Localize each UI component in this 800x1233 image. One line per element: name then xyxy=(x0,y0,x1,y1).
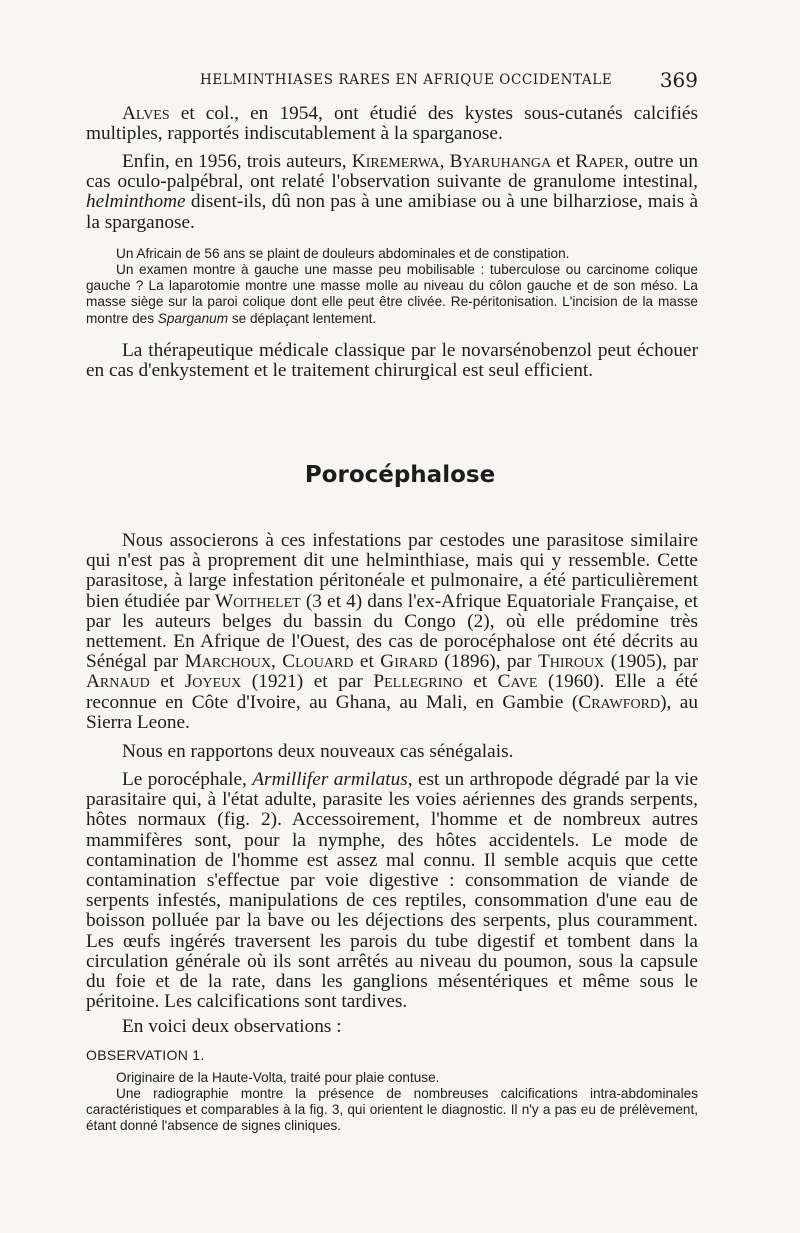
text-run: , outre un cas oculo-palpébral, ont relaté l'observation suivante de granulome intestinal, xyxy=(86,151,699,193)
paragraph-porocephalose-intro xyxy=(86,531,698,733)
author-name: Byaruhanga xyxy=(449,151,552,172)
running-head xyxy=(86,70,698,94)
author-name: Kiremerwa xyxy=(351,151,440,172)
observation-heading: OBSERVATION 1. xyxy=(86,1047,205,1063)
paragraph-observations-intro: En voici deux observations : xyxy=(122,1016,342,1037)
paragraph-kiremerwa xyxy=(86,152,698,233)
italic-term: Armillifer armilatus xyxy=(252,769,408,790)
page-number: 369 xyxy=(659,68,698,92)
text-run: (1905), par xyxy=(604,651,698,673)
text-run: et xyxy=(462,671,498,693)
text-run: disent-ils, dû non pas à une amibiase ou à une bilharziose, mais à la sparganose. xyxy=(86,191,698,233)
italic-term: Sparganum xyxy=(157,310,229,326)
paragraph-alves xyxy=(86,104,698,144)
text-run: et xyxy=(353,651,381,673)
author-name: Woithelet xyxy=(214,590,301,612)
text-run: (3 et 4) dans l'ex-Afrique Equatoriale Française, et par les auteurs belges du bassin du Congo (2), où elle prédomine très nettement. En Afrique de l'Ouest, des cas de porocéphalose ont été décrits au Sénégal par xyxy=(86,590,698,673)
text-run: Enfin, en 1956, trois auteurs, xyxy=(122,151,352,172)
text-run: se déplaçant lentement. xyxy=(228,310,377,326)
text-run: Un examen montre à gauche une masse peu mobilisable : tuberculose ou carcinome colique gauche ? La laparotomie montre une masse molle au niveau du côlon gauche et de son méso. La masse siège sur la paroi colique dont elle peut être clivée. Re-péritonisation. L'incision de la masse montre des xyxy=(86,262,698,326)
text-run: , xyxy=(439,151,450,172)
text-run: (1896), par xyxy=(437,651,538,673)
text-run: et xyxy=(551,151,576,172)
paragraph-therapeutique: La thérapeutique médicale classique par le novarsénobenzol peut échouer en cas d'enkystement et le traitement chirurgical est seul efficient. xyxy=(86,340,698,382)
text-run: , est un arthropode dégradé par la vie parasitaire qui, à l'état adulte, parasite les voies aériennes des grands serpents, hôtes normaux (fig. 2). Accessoirement, l'homme et de nombreux autres mammifères sont, pour la nymphe, des hôtes accidentels. Le mode de contamination de l'homme est assez mal connu. Il semble acquis que cette contamination s'effectue par voie digestive : consommation de viande de serpents infestés, manipulations de ces reptiles, consommation d'une eau de boisson polluée par la bave ou les déjections des serpents, plus couramment. Les œufs ingérés traversent les parois du tube digestif et tombent dans la circulation générale où ils sont arrêtés au niveau du poumon, sous la capsule du foie et de la rate, dans les ganglions mésentériques et même sous le péritoine. Les calcifications sont tardives. xyxy=(86,769,699,1013)
author-name: Clouard xyxy=(282,651,354,673)
paragraph-text: et col., en 1954, ont étudié des kystes sous-cutanés calcifiés multiples, rapportés indiscutablement à la sparganose. xyxy=(86,103,698,145)
running-head-title: HELMINTHIASES RARES EN AFRIQUE OCCIDENTALE xyxy=(200,72,613,88)
author-name: Crawford xyxy=(578,691,661,713)
paragraph-deux-cas: Nous en rapportons deux nouveaux cas sénégalais. xyxy=(122,741,514,762)
text-run: et xyxy=(149,671,185,693)
text-run: , xyxy=(270,651,283,673)
case-report-line: Un Africain de 56 ans se plaint de douleurs abdominales et de constipation. xyxy=(116,246,570,261)
author-name: Cave xyxy=(497,671,538,693)
author-name: Joyeux xyxy=(184,671,242,693)
case-report-body xyxy=(86,262,698,327)
author-name: Raper xyxy=(575,151,624,172)
text-run: (1960). Elle a été reconnue en Côte d'Ivoire, au Ghana, au Mali, en Gambie ( xyxy=(86,671,698,713)
author-name: Arnaud xyxy=(86,671,150,693)
text-run: (1921) et par xyxy=(241,671,374,693)
text-run: Nous associerons à ces infestations par cestodes une parasitose similaire qui n'est pas à proprement dit une helminthiase, mais qui y ressemble. Cette parasitose, à large infestation péritonéale et pulmonaire, a été particulièrement bien étudiée par xyxy=(86,530,698,612)
observation-line: Originaire de la Haute-Volta, traité pour plaie contuse. xyxy=(116,1070,440,1085)
italic-term: helminthome xyxy=(86,191,186,213)
author-name: Pellegrino xyxy=(373,671,463,693)
author-name: Girard xyxy=(380,651,438,673)
author-name: Marchoux xyxy=(184,651,271,673)
author-name: Alves xyxy=(122,103,170,124)
observation-body: Une radiographie montre la présence de nombreuses calcifications intra-abdominales caractéristiques et comparables à la fig. 3, qui orientent le diagnostic. Il n'y a pas eu de prélèvement, étant donné l'absence de signes cliniques. xyxy=(86,1086,698,1134)
author-name: Thiroux xyxy=(538,651,605,673)
section-heading: Porocéphalose xyxy=(304,462,496,488)
text-run: Le porocéphale, xyxy=(122,769,253,790)
text-run: ), au Sierra Leone. xyxy=(86,691,698,733)
paragraph-armillifer xyxy=(86,770,698,1012)
